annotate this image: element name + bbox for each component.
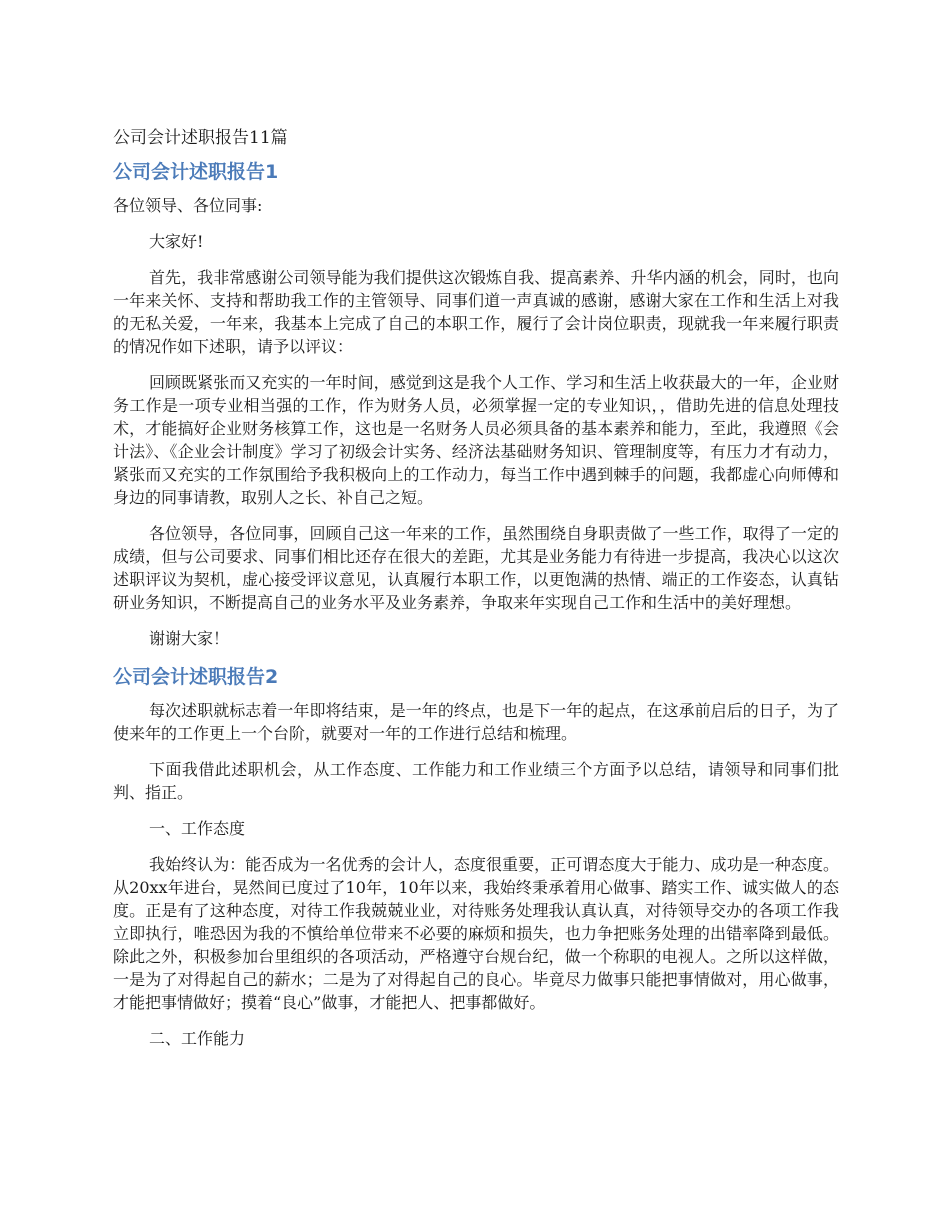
paragraph: 下面我借此述职机会，从工作态度、工作能力和工作业绩三个方面予以总结，请领导和同事们批判、指正。 <box>113 760 839 802</box>
section-2 <box>113 663 839 1050</box>
paragraph: 每次述职就标志着一年即将结束，是一年的终点，也是下一年的起点，在这承前启后的日子，为了使来年的工作更上一个台阶，就要对一年的工作进行总结和梳理。 <box>113 701 839 743</box>
paragraph: 各位领导、各位同事: <box>113 196 263 215</box>
paragraph: 大家好! <box>149 232 204 251</box>
section-heading: 公司会计述职报告2 <box>113 666 279 688</box>
paragraph: 首先，我非常感谢公司领导能为我们提供这次锻炼自我、提高素养、升华内涵的机会，同时，也向一年来关怀、支持和帮助我工作的主管领导、同事们道一声真诚的感谢，感谢大家在工作和生活上对我的无私关爱，一年来，我基本上完成了自己的本职工作，履行了会计岗位职责，现就我一年来履行职责的情况作如下述职，请予以评议： <box>113 268 839 356</box>
document-page <box>113 124 839 1063</box>
paragraph: 二、工作能力 <box>149 1029 246 1048</box>
section-heading: 公司会计述职报告1 <box>113 161 279 183</box>
paragraph: 各位领导，各位同事，回顾自己这一年来的工作，虽然围绕自身职责做了一些工作，取得了一定的成绩，但与公司要求、同事们相比还存在很大的差距，尤其是业务能力有待进一步提高，我决心以这次述职评议为契机，虚心接受评议意见，认真履行本职工作，以更饱满的热情、端正的工作姿态，认真钻研业务知识，不断提高自己的业务水平及业务素养，争取来年实现自己工作和生活中的美好理想。 <box>113 524 839 612</box>
paragraph: 我始终认为：能否成为一名优秀的会计人，态度很重要，正可谓态度大于能力、成功是一种态度。从20xx年进台，晃然间已度过了10年，10年以来，我始终秉承着用心做事、踏实工作、诚实做人的态度。正是有了这种态度，对待工作我兢兢业业，对待账务处理我认真认真，对待领导交办的各项工作我立即执行，唯恐因为我的不慎给单位带来不必要的麻烦和损失，也力争把账务处理的出错率降到最低。除此之外，积极参加台里组织的各项活动，严格遵守台规台纪，做一个称职的电视人。之所以这样做，一是为了对得起自己的薪水；二是为了对得起自己的良心。毕竟尽力做事只能把事情做对，用心做事，才能把事情做好；摸着“良心”做事，才能把人、把事都做好。 <box>113 855 839 1012</box>
paragraph: 回顾既紧张而又充实的一年时间，感觉到这是我个人工作、学习和生活上收获最大的一年，企业财务工作是一项专业相当强的工作，作为财务人员，必须掌握一定的专业知识，，借助先进的信息处理技术，才能搞好企业财务核算工作，这也是一名财务人员必须具备的基本素养和能力，至此，我遵照《会计法》、《企业会计制度》学习了初级会计实务、经济法基础财务知识、管理制度等，有压力才有动力，紧张而又充实的工作氛围给予我积极向上的工作动力，每当工作中遇到棘手的问题，我都虚心向师傅和身边的同事请教，取别人之长、补自己之短。 <box>113 373 839 507</box>
paragraph: 谢谢大家！ <box>149 629 230 648</box>
section-1 <box>113 158 839 650</box>
paragraph: 一、工作态度 <box>149 819 246 838</box>
document-title: 公司会计述职报告11篇 <box>113 128 288 148</box>
